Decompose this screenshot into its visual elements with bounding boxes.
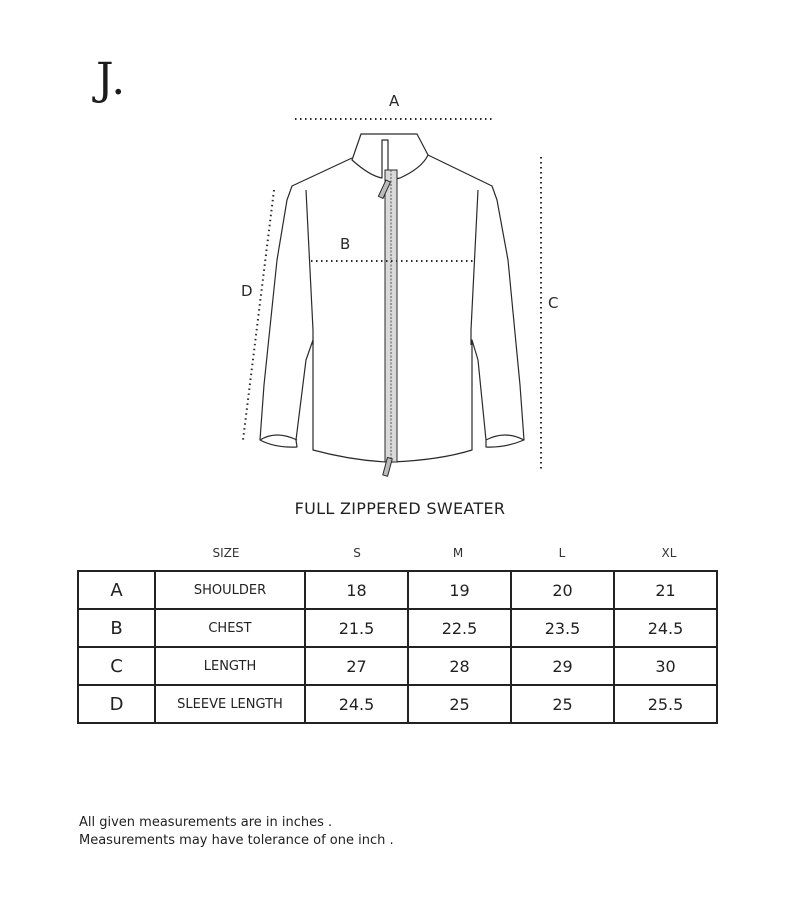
table-row (78, 571, 717, 609)
value-cell: 18 (305, 571, 408, 609)
value-cell: 27 (305, 647, 408, 685)
value-cell: 20 (511, 571, 614, 609)
dim-line-d (243, 190, 274, 440)
value-cell: 29 (511, 647, 614, 685)
label-a: A (389, 92, 400, 110)
size-header-xl: XL (661, 546, 677, 560)
value-cell: 25 (511, 685, 614, 723)
measurement-name: SHOULDER (155, 571, 305, 609)
measurement-name: LENGTH (155, 647, 305, 685)
size-header-m: M (452, 546, 464, 560)
brand-logo: J. (96, 54, 127, 105)
value-cell: 25.5 (614, 685, 717, 723)
size-header-label: SIZE (212, 546, 240, 560)
measurement-notes (79, 814, 394, 850)
value-cell: 25 (408, 685, 511, 723)
table-row (78, 647, 717, 685)
size-header-l: L (558, 546, 566, 560)
row-key: B (78, 609, 155, 647)
label-c: C (548, 294, 559, 312)
size-header-s: S (353, 546, 361, 560)
value-cell: 24.5 (305, 685, 408, 723)
value-cell: 21.5 (305, 609, 408, 647)
value-cell: 24.5 (614, 609, 717, 647)
value-cell: 23.5 (511, 609, 614, 647)
label-b: B (340, 235, 351, 253)
value-cell: 21 (614, 571, 717, 609)
value-cell: 30 (614, 647, 717, 685)
row-key: D (78, 685, 155, 723)
size-chart-table (77, 570, 718, 724)
label-d: D (241, 282, 253, 300)
zipper (378, 170, 397, 476)
table-row (78, 609, 717, 647)
table-row (78, 685, 717, 723)
measurement-name: CHEST (155, 609, 305, 647)
diagram-title: FULL ZIPPERED SWEATER (294, 499, 506, 518)
value-cell: 19 (408, 571, 511, 609)
value-cell: 22.5 (408, 609, 511, 647)
note-tolerance: Measurements may have tolerance of one inch . (79, 833, 394, 848)
row-key: A (78, 571, 155, 609)
row-key: C (78, 647, 155, 685)
measurement-name: SLEEVE LENGTH (155, 685, 305, 723)
value-cell: 28 (408, 647, 511, 685)
note-units: All given measurements are in inches . (79, 815, 333, 830)
